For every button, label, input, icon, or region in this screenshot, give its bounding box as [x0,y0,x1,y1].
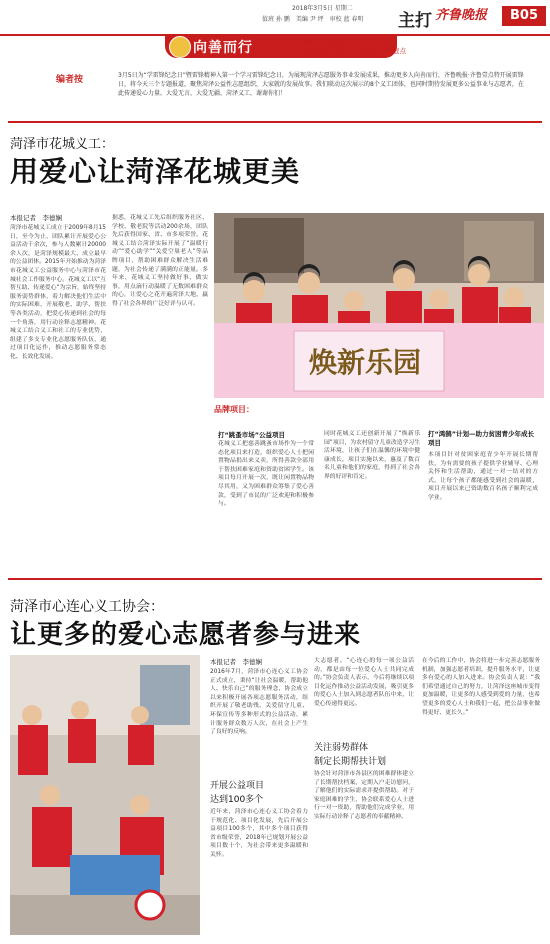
page-number: B05 [502,6,546,26]
article2-headline: 让更多的爱心志愿者参与进来 [10,620,362,650]
banner-slogan [300,38,406,56]
editors-note-text: 3月5日为“学雷锋纪念日”暨雷锋精神入第一个学习雷锋纪念日，为展现菏泽志愿服务事业发展成果，推动更多人向善而行，齐鲁晚报·齐鲁壹点特开展雷锋日，将今天三个专题报道，聚焦菏泽公益性志愿组织，大家就的发展故事。我们联动这次展示的8个义工团体，也同时期待发展更多公益事业与志愿者，在此传递爱心力量。大爱无言，大爱无疆，菏泽义工，谢谢你们！ [118,72,524,97]
slogan-line: 雷锋日特别报道 [300,38,346,46]
photo-banner-text: 焕新乐园 [309,346,422,379]
article2-kicker: 菏泽市心连心义工协会： [10,599,164,615]
article1-col3: 花城义工把慈善跳蚤市场作为一个常态化项目来打造，组织爱心人士把闲置物品捐出来义卖，所得善款全部用于帮扶困难家庭和资助贫困学生。该项目每月开展一次，既让闲置物品物尽其用，又为困难群众筹集了爱心善款，受到了市民的广泛欢迎和积极参与。 [218,441,314,508]
section-heading: 达到100多个 [210,795,264,805]
editors-note-tag: 编者按 [56,75,84,85]
article1-photo [214,213,544,398]
article2-col2: 大志愿者。“心连心的每一项公益活动，都是由每一位爱心人士共同完成的。”协会负责人表示，今后将继续以项目化运作推动公益活动发展，吸引更多的爱心人士加入到志愿者队伍中来，让爱心传递得更远。 [314,658,414,707]
section-heading: 开展公益项目 [210,781,265,791]
volunteers-assembly-photo [10,655,200,935]
article2-col1b: 近年来，菏泽市心连心义工协会着力于规范化、项目化发展，先后开展公益项目100多个，其中多个项目获得省市级荣誉，2018年已规划开展公益项目数十个，为社会带来更多温暖和关怀。 [210,809,308,858]
masthead [0,0,550,36]
article1-col1: 菏泽市花城义工成立于2009年8月15日，至今为止，团队累计开展爱心公益活动千余次，参与人数累计20000余人次，是菏泽规模最大、成立最早的公益团体。2015年开始推动为菏泽市花城义工公益服务中心与菏泽市花城社会工作服务中心。花城义工以“互帮互助、传递爱心”为宗旨，始终坚持服务弱势群体，着力解决他们生活中的实际困难，开展敬老、助学、帮扶等各类活动，把爱心传递到社会的每一个角落，用行动诠释志愿精神。花城义工结合义工和社工的专业优势，组建了多支专业化志愿服务队伍，通过项目化运作，推动志愿服务常态化、长效化发展。 [10,225,106,360]
divider [8,121,542,123]
divider [8,578,542,580]
editor-credits: 值班 孙 鹏 美编 尹 坪 审校 蓝 春明 [262,16,364,23]
article2-col1: 2016年7月，菏泽市心连心义工协会正式成立，秉持“让社会温暖，帮助他人、快乐自己”的服务理念，协会成立以来积极开展各项志愿服务活动，组织开展了敬老助残、关爱留守儿童、环保宣传等多种形式的公益活动，累计服务群众数万人次，在社会上产生了良好的反响。 [210,669,308,736]
article2-col3: 在今后的工作中，协会将进一步完善志愿服务机制，加强志愿者培训，提升服务水平，让更多有爱心的人加入进来。协会负责人说：“我们希望通过自己的努力，让菏泽这座城市变得更加温暖，让更多的人感受到爱的力量，也希望更多的爱心人士和我们一起，把公益事业做得更好、更长久。” [422,658,540,716]
section-name: 主打 [398,11,432,31]
article1-byline: 本报记者 李德娴 [10,214,62,222]
article1-col5: 本项目针对贫困家庭青少年开展长期帮扶，为有需要的孩子提供学业辅导、心理关怀和生活帮助，通过一对一结对的方式，让每个孩子都能感受到社会的温暖，项目开展以来已资助数百名孩子顺利完成学业。 [428,452,538,501]
section-heading: 制定长期帮扶计划 [314,757,387,767]
lotus-emblem-icon [169,36,191,58]
article1-kicker: 菏泽市花城义工： [10,137,115,152]
issue-date: 2018年3月5日 星期二 [292,5,353,12]
banner-title: 向善而行 [193,40,253,56]
article1-subhead-2: 打“鸿鹄”计划—助力贫困青少年成长项目 [428,430,535,447]
article2-photo [10,655,200,935]
article1-headline: 用爱心让菏泽花城更美 [10,155,301,188]
brand-project-tag: 品牌项目： [214,405,254,414]
article1-col2: 据悉，花城义工先后组织服务社区、学校、敬老院等活动200余场，团队先后获得国家、省、市多项荣誉。花城义工结合菏泽实际开展了“温暖行动”“爱心助学”“关爱空巢老人”等品牌项目，帮助困难群众解决生活难题，为社会传递了满满的正能量。多年来，花城义工坚持做好事、做实事，用点滴行动温暖了无数困难群众的心，让爱心之花开遍菏泽大地，赢得了社会各界的广泛好评与认可。 [112,215,208,307]
slogan-line: 共青团菏泽市委、齐鲁晚报·齐鲁壹点 [300,47,407,55]
article1-subhead-1: 打“跳蚤市场”公益项目 [218,431,286,439]
article1-col4: 同时花城义工还创新开展了“焕新乐园”项目，为农村留守儿童改造学习生活环境，让孩子们在温馨的环境中健康成长，项目实施以来，惠及了数百名儿童和他们的家庭，得到了社会各界的好评和肯定。 [324,431,420,480]
article2-col2b: 协会针对菏泽市各县区的困难群体建立了长期帮扶档案，定期入户走访慰问，了解他们的实际需求并提供帮助。对于家庭困难的学生，协会联系爱心人士进行一对一资助，帮助他们完成学业，用实际行动诠释了志愿者的奉献精神。 [314,771,414,820]
section-heading: 关注弱势群体 [314,743,369,753]
paper-logo: 齐鲁晚报 [435,8,488,23]
article2-byline: 本报记者 李德娴 [210,658,262,666]
